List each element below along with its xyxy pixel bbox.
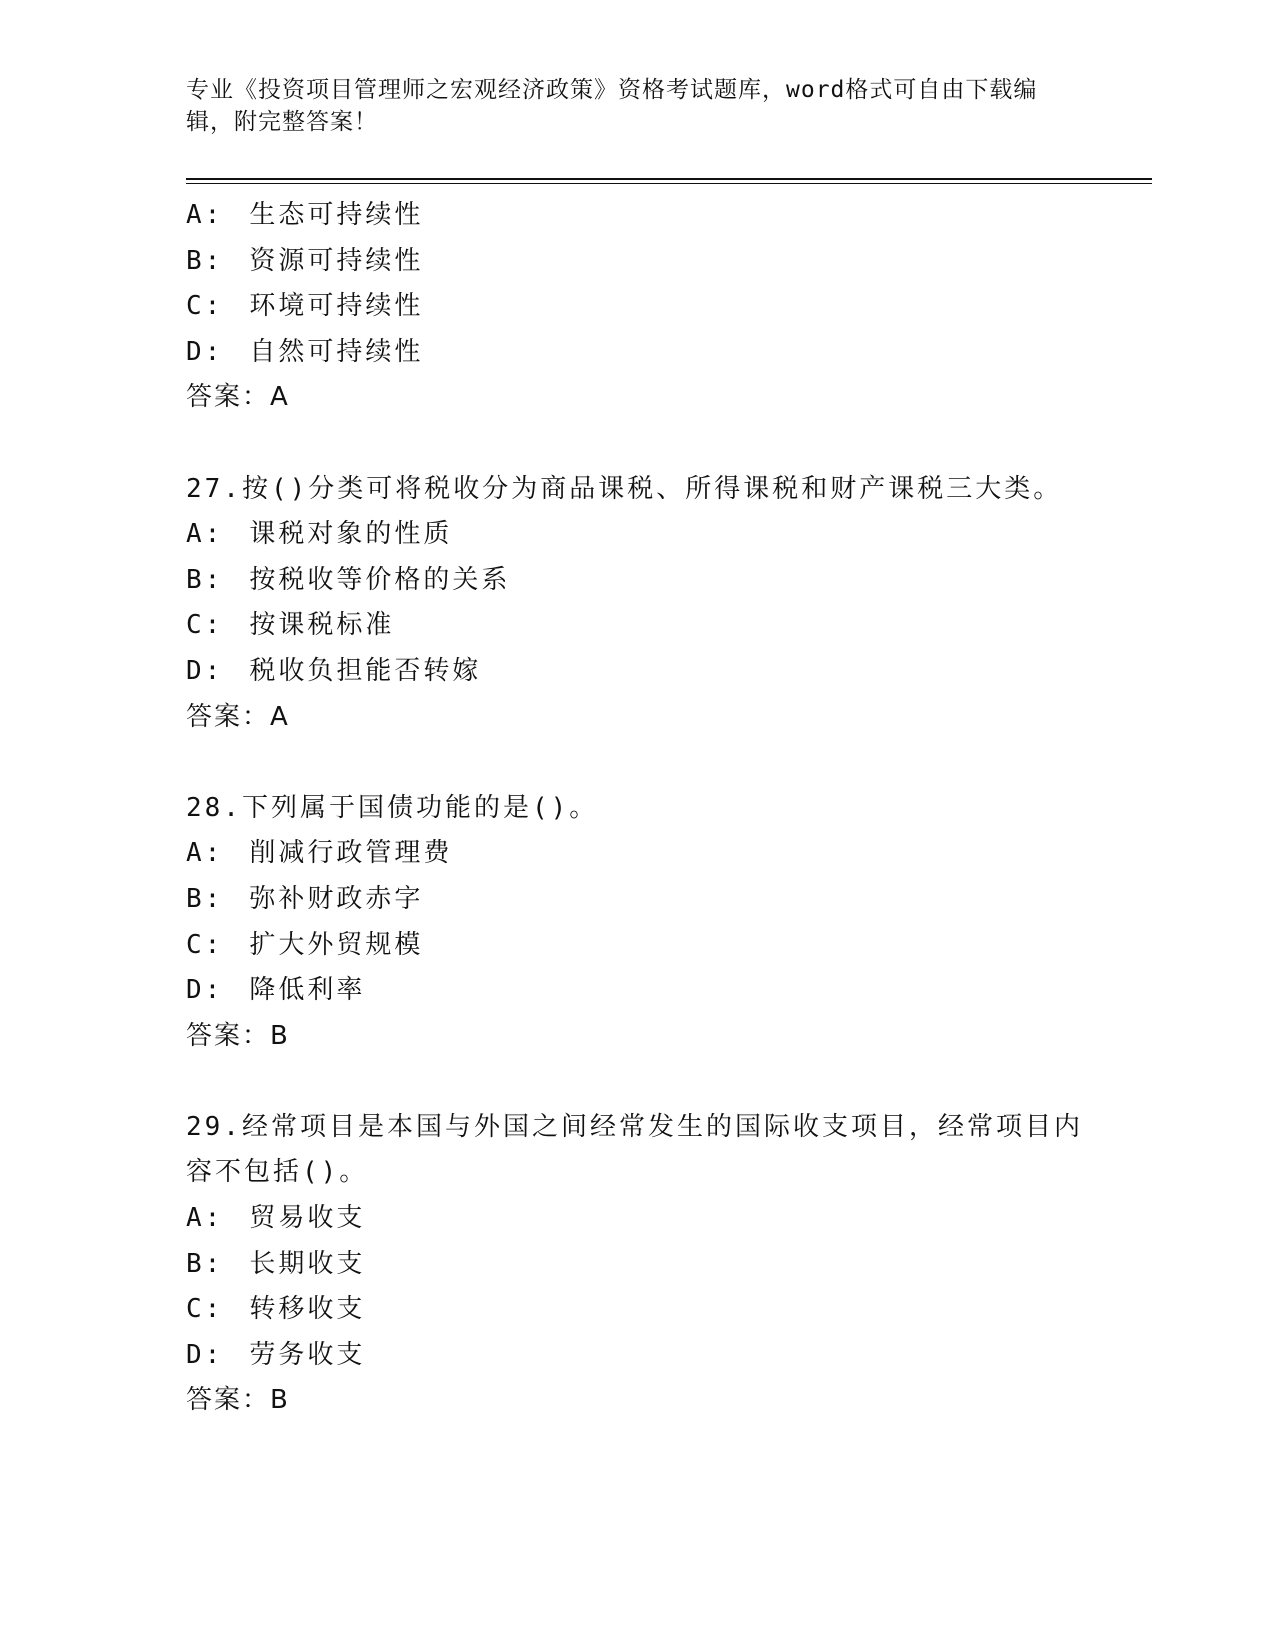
question-text: 27.按()分类可将税收分为商品课税、所得课税和财产课税三大类。 [186,473,1063,504]
option-a: A: 课税对象的性质 [186,519,453,550]
option-b: B: 资源可持续性 [186,245,424,276]
answer-line: 答案：A [186,701,290,732]
spacer [186,740,1086,786]
option-a: A: 削减行政管理费 [186,838,453,869]
option-c: C: 环境可持续性 [186,291,424,322]
option-d: D: 劳务收支 [186,1339,366,1370]
question-block-prev [186,193,1086,421]
answer-line: 答案：A [186,382,290,413]
spacer [186,421,1086,467]
question-list [186,193,1086,1424]
header-divider [186,178,1152,184]
document-header [186,74,1066,138]
question-block-29 [186,1105,1086,1424]
question-text: 28.下列属于国债功能的是()。 [186,792,599,823]
header-line-1: 专业《投资项目管理师之宏观经济政策》资格考试题库，word格式可自由下载编 [186,77,1038,103]
option-b: B: 弥补财政赤字 [186,883,424,914]
spacer [186,1059,1086,1105]
option-b: B: 长期收支 [186,1248,366,1279]
header-line-2: 辑，附完整答案！ [186,109,378,135]
option-d: D: 税收负担能否转嫁 [186,655,482,686]
option-c: C: 扩大外贸规模 [186,929,424,960]
option-d: D: 降低利率 [186,975,366,1006]
question-text-line-1: 29.经常项目是本国与外国之间经常发生的国际收支项目，经常项目内 [186,1111,1083,1142]
option-d: D: 自然可持续性 [186,336,424,367]
option-a: A: 生态可持续性 [186,200,424,230]
option-b: B: 按税收等价格的关系 [186,564,511,595]
question-block-28 [186,786,1086,1060]
question-block-27 [186,467,1086,741]
answer-line: 答案：B [186,1385,290,1416]
answer-line: 答案：B [186,1020,290,1051]
question-text-line-2: 容不包括()。 [186,1157,369,1188]
option-c: C: 按课税标准 [186,610,395,641]
option-c: C: 转移收支 [186,1294,366,1325]
option-a: A: 贸易收支 [186,1203,366,1234]
